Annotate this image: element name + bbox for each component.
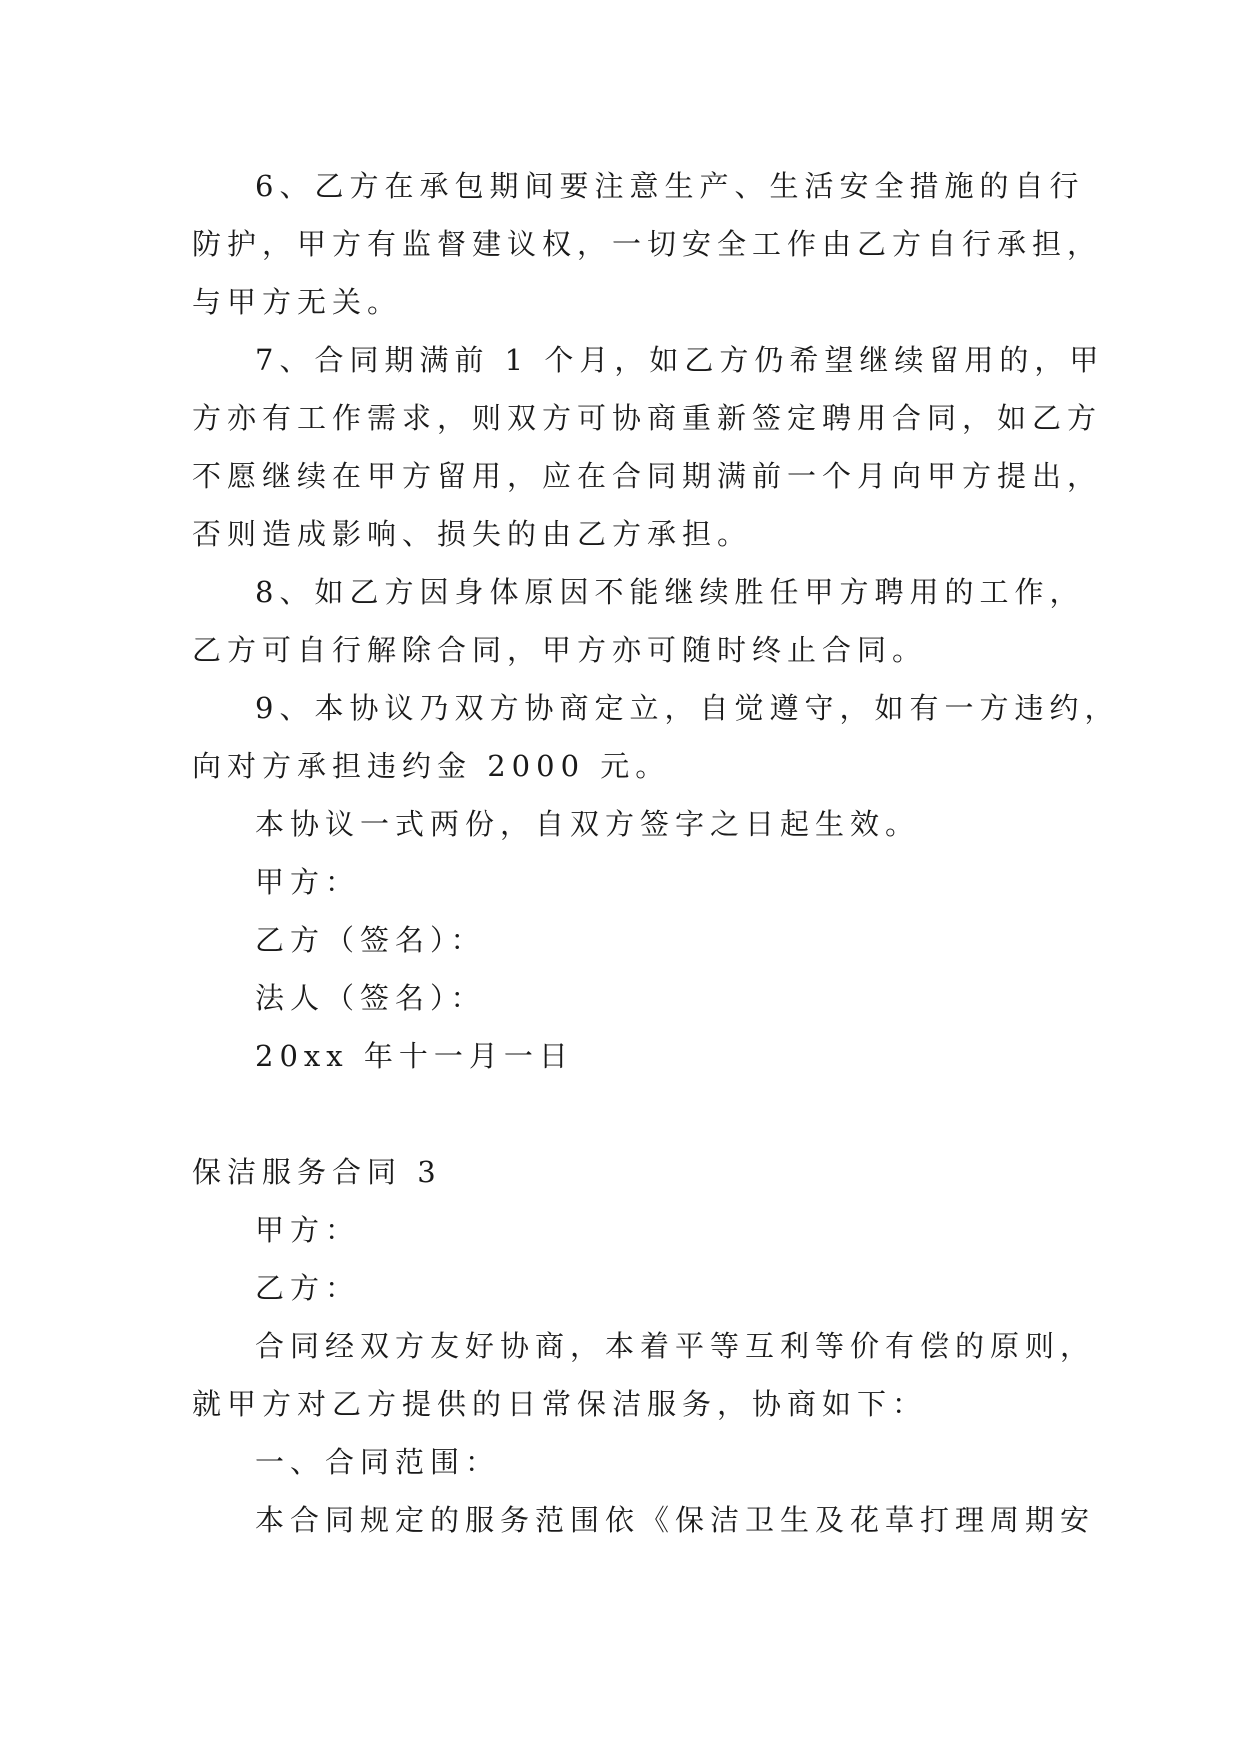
preamble-line-1: 合同经双方友好协商，本着平等互利等价有偿的原则，	[255, 1329, 1096, 1363]
party-a-label: 甲方：	[255, 1213, 361, 1247]
clause-6-line-3: 与甲方无关。	[192, 285, 403, 319]
clause-6-line-1: 6、乙方在承包期间要注意生产、生活安全措施的自行	[255, 169, 1085, 203]
contract-scope-text: 本合同规定的服务范围依《保洁卫生及花草打理周期安	[255, 1503, 1096, 1537]
party-a-signature-label: 甲方：	[255, 865, 361, 899]
clause-8-line-1: 8、如乙方因身体原因不能继续胜任甲方聘用的工作，	[255, 575, 1085, 609]
party-b-label: 乙方：	[255, 1271, 361, 1305]
signing-date: 20xx 年十一月一日	[255, 1039, 574, 1073]
clause-7-line-1: 7、合同期满前 1 个月，如乙方仍希望继续留用的，甲	[255, 343, 1105, 377]
clause-7-line-3: 不愿继续在甲方留用，应在合同期满前一个月向甲方提出，	[192, 459, 1103, 493]
clause-9-line-2: 向对方承担违约金 2000 元。	[192, 749, 671, 783]
legal-rep-signature-label: 法人（签名）：	[255, 981, 486, 1015]
clause-7-line-2: 方亦有工作需求，则双方可协商重新签定聘用合同，如乙方	[192, 401, 1103, 435]
effective-statement: 本协议一式两份，自双方签字之日起生效。	[255, 807, 921, 841]
preamble-line-2: 就甲方对乙方提供的日常保洁服务，协商如下：	[192, 1387, 928, 1421]
contract-scope-heading: 一、合同范围：	[255, 1445, 501, 1479]
clause-7-line-4: 否则造成影响、损失的由乙方承担。	[192, 517, 753, 551]
clause-6-line-2: 防护，甲方有监督建议权，一切安全工作由乙方自行承担，	[192, 227, 1103, 261]
clause-8-line-2: 乙方可自行解除合同，甲方亦可随时终止合同。	[192, 633, 928, 667]
party-b-signature-label: 乙方（签名）：	[255, 923, 486, 957]
section-title: 保洁服务合同 3	[192, 1155, 442, 1189]
clause-9-line-1: 9、本协议乃双方协商定立，自觉遵守，如有一方违约，	[255, 691, 1120, 725]
